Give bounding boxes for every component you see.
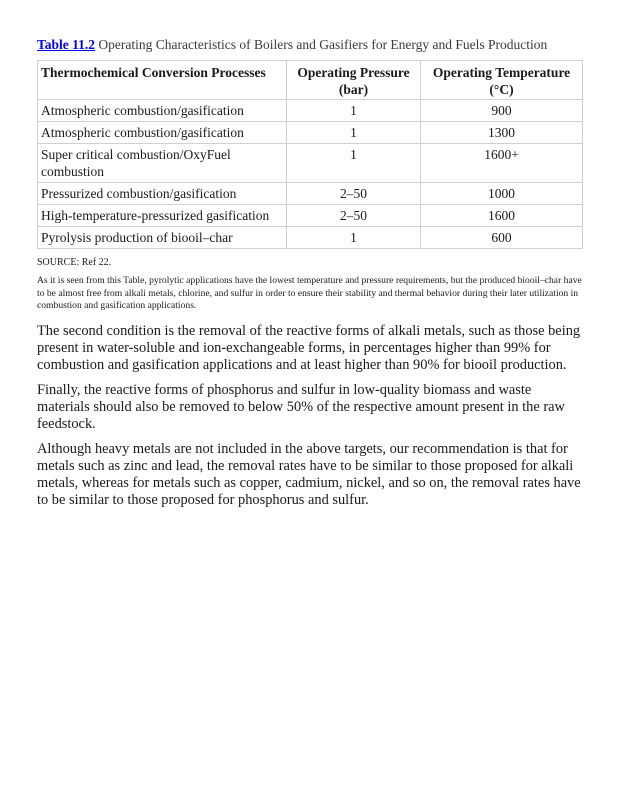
table-title: Operating Characteristics of Boilers and Gasifiers for Energy and Fuels Production — [98, 37, 548, 52]
table-header-row — [38, 61, 583, 100]
header-temperature: Operating Temperature (°C) — [421, 61, 583, 100]
table-caption — [37, 36, 582, 54]
cell-process: Super critical combustion/OxyFuel combustion — [38, 144, 287, 183]
cell-temperature: 1000 — [421, 183, 583, 205]
cell-temperature: 900 — [421, 100, 583, 122]
cell-pressure: 1 — [287, 144, 421, 183]
cell-pressure: 1 — [287, 227, 421, 249]
cell-temperature: 1600 — [421, 205, 583, 227]
table-row — [38, 205, 583, 227]
cell-pressure: 2–50 — [287, 183, 421, 205]
cell-temperature: 600 — [421, 227, 583, 249]
header-process: Thermochemical Conversion Processes — [38, 61, 287, 100]
cell-pressure: 2–50 — [287, 205, 421, 227]
cell-process: Atmospheric combustion/gasification — [38, 122, 287, 144]
cell-process: Pressurized combustion/gasification — [38, 183, 287, 205]
cell-process: Atmospheric combustion/gasification — [38, 100, 287, 122]
header-pressure: Operating Pressure (bar) — [287, 61, 421, 100]
body-paragraph: Although heavy metals are not included in the above targets, our recommendation is that for metals such as zinc and lead, the removal rates have to be similar to those proposed for alkali metals, whereas for metals such as copper, cadmium, nickel, and so on, the removal rates have to be similar to those proposed for phosphorus and sulfur. — [37, 440, 581, 508]
cell-process: High-temperature-pressurized gasification — [38, 205, 287, 227]
table-source: SOURCE: Ref 22. — [37, 257, 112, 268]
table-row — [38, 100, 583, 122]
cell-temperature: 1300 — [421, 122, 583, 144]
table-note: As it is seen from this Table, pyrolytic applications have the lowest temperature and pressure requirements, but the produced biooil–char have to be almost free from alkali metals, chlorine, and sulfur in order to ensure their stability and thermal behavior during their later utilization in combustion and gasification applications. — [37, 275, 582, 311]
cell-pressure: 1 — [287, 122, 421, 144]
cell-temperature: 1600+ — [421, 144, 583, 183]
cell-process: Pyrolysis production of biooil–char — [38, 227, 287, 249]
table-row — [38, 144, 583, 183]
table-row — [38, 183, 583, 205]
body-paragraph: Finally, the reactive forms of phosphorus and sulfur in low-quality biomass and waste materials should also be removed to below 50% of the respective amount present in the raw feedstock. — [37, 381, 565, 432]
document-page — [37, 36, 582, 517]
table-row — [38, 122, 583, 144]
table-label-link[interactable]: Table 11.2 — [37, 37, 96, 52]
operating-characteristics-table — [37, 60, 583, 249]
cell-pressure: 1 — [287, 100, 421, 122]
table-row — [38, 227, 583, 249]
body-paragraph: The second condition is the removal of the reactive forms of alkali metals, such as those being present in water-soluble and ion-exchangeable forms, in percentages higher than 99% for combustion and gasification applications and at least higher than 90% for biooil production. — [37, 322, 581, 373]
